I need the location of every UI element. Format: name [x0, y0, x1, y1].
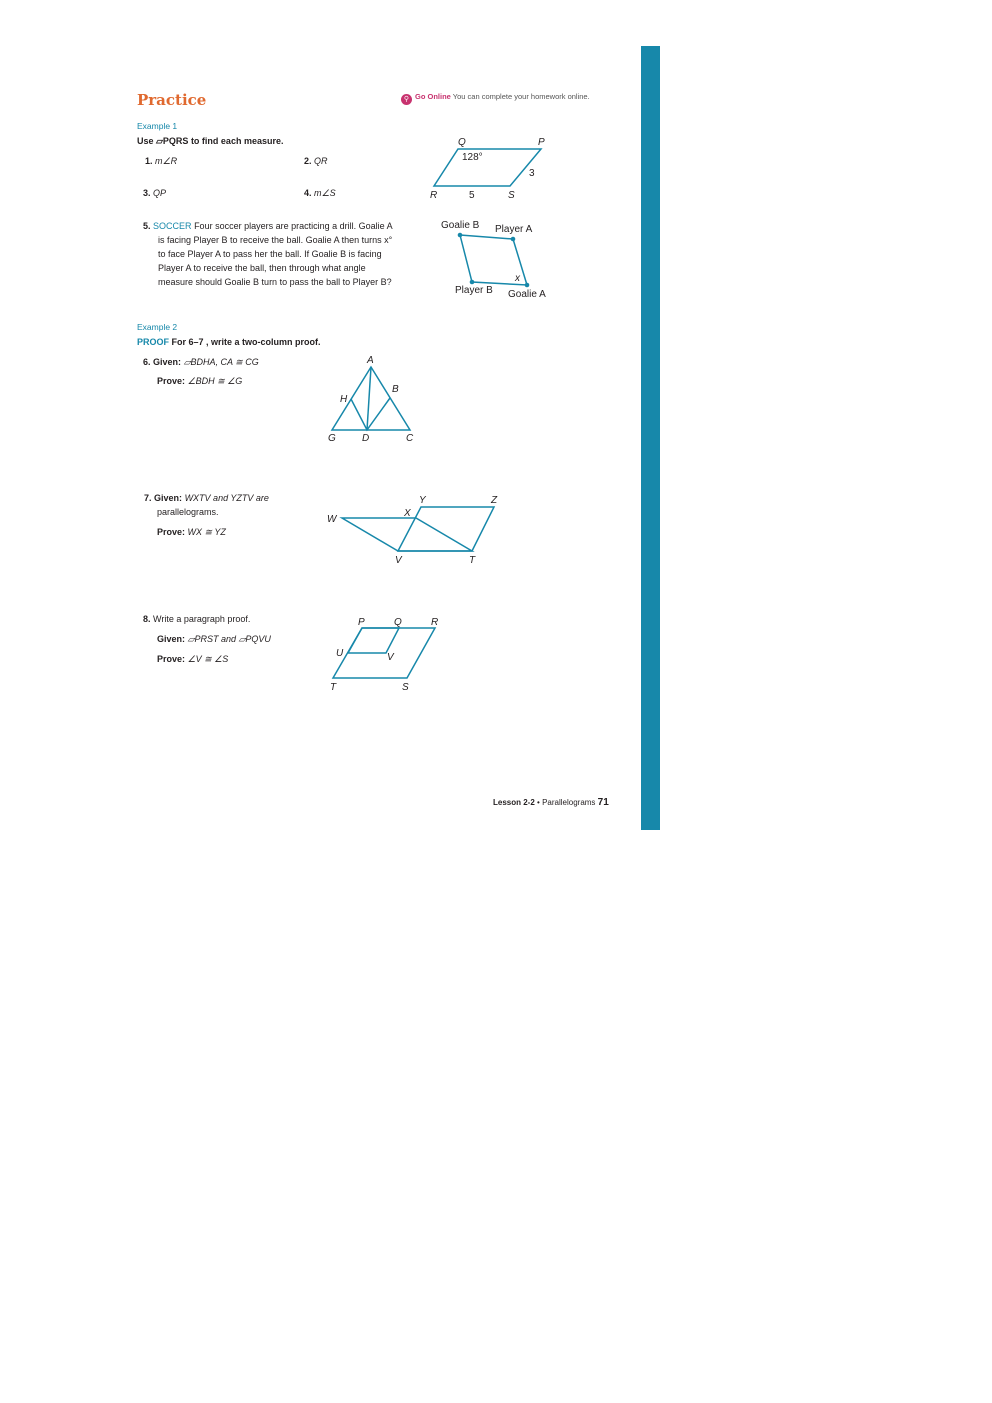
prove-text: WX ≅ YZ — [187, 527, 226, 537]
vertex-r: R — [431, 617, 439, 628]
vertex-g: G — [328, 433, 336, 444]
vertex-c: C — [406, 433, 414, 444]
vertex-t: T — [469, 555, 476, 566]
problem-topic: SOCCER — [153, 221, 192, 231]
vertex-q: Q — [458, 137, 466, 148]
vertex-x: X — [404, 508, 411, 519]
page-footer — [493, 797, 609, 808]
problem-number: 6. — [143, 357, 151, 367]
go-online-icon: ⚲ — [401, 94, 412, 105]
vertex-y: Y — [419, 495, 426, 506]
exercise-text: m∠R — [155, 156, 178, 166]
problem-text: Four soccer players are practicing a drill. Goalie A is facing Player B to receive the ball. Goalie A then turns x° to face Player A to pass her the ball. If Goalie B is facing Player A to receive the ball, then through what angle measure should Goalie B turn to pass the ball to Player B? — [158, 221, 393, 287]
example-1-label: Example 1 — [137, 121, 178, 131]
angle-x-label: x — [515, 273, 520, 284]
vertex-r: R — [430, 190, 438, 201]
prove-text: ∠BDH ≅ ∠G — [187, 376, 243, 386]
exercise-text: QR — [314, 156, 328, 166]
vertex-b: B — [392, 384, 399, 395]
vertex-t: T — [330, 682, 337, 693]
vertex-p: P — [358, 617, 365, 628]
given-label: Given: — [153, 357, 182, 367]
prove-label: Prove: — [157, 654, 186, 664]
exercise-text: m∠S — [314, 188, 336, 198]
prove-label: Prove: — [157, 527, 186, 537]
vertex-h: H — [340, 394, 348, 405]
footer-bullet: • — [537, 798, 540, 807]
side-ps-label: 3 — [529, 168, 535, 179]
vertex-d: D — [362, 433, 370, 444]
example-1-instruction: Use ▱PQRS to find each measure. — [137, 136, 284, 146]
exercise-number: 4. — [304, 188, 312, 198]
vertex-q: Q — [394, 617, 402, 628]
example-2-label: Example 2 — [137, 322, 178, 332]
vertex-v: V — [395, 555, 402, 566]
problem-text: Write a paragraph proof. — [153, 614, 251, 624]
section-title: Practice — [137, 91, 207, 109]
angle-q-label: 128° — [462, 152, 483, 163]
proof-label: PROOF — [137, 337, 170, 347]
exercise-text: QP — [153, 188, 167, 198]
go-online-text: You can complete your homework online. — [452, 92, 590, 101]
given-text: WXTV and YZTV are — [184, 493, 269, 503]
parallelogram-pqvu — [348, 628, 399, 653]
side-rs-label: 5 — [469, 190, 475, 201]
given-label: Given: — [154, 493, 183, 503]
given-label: Given: — [157, 634, 186, 644]
vertex-u: U — [336, 648, 344, 659]
problem-number: 7. — [144, 493, 152, 503]
vertex-s: S — [508, 190, 515, 201]
prove-label: Prove: — [157, 376, 186, 386]
player-a-label: Player A — [495, 224, 533, 235]
go-online-label[interactable]: Go Online — [415, 92, 451, 101]
given-text: ▱BDHA, CA ≅ CG — [183, 357, 259, 367]
exercise-number: 2. — [304, 156, 312, 166]
problem-7-given-cont: parallelograms. — [157, 507, 219, 517]
lesson-topic: Parallelograms — [542, 798, 596, 807]
prove-text: ∠V ≅ ∠S — [187, 654, 229, 664]
instruction-text: For 6–7 , write a two-column proof. — [171, 337, 321, 347]
vertex-v: V — [387, 652, 394, 663]
problem-number: 5. — [143, 221, 151, 231]
vertex-w: W — [327, 514, 337, 525]
problem-number: 8. — [143, 614, 151, 624]
exercise-number: 3. — [143, 188, 151, 198]
page-number: 71 — [597, 797, 609, 808]
goalie-a-label: Goalie A — [508, 289, 546, 300]
vertex-z: Z — [491, 495, 498, 506]
given-text: ▱PRST and ▱PQVU — [187, 634, 271, 644]
vertex-s: S — [402, 682, 409, 693]
exercise-number: 1. — [145, 156, 153, 166]
vertex-a: A — [367, 355, 374, 366]
vertex-p: P — [538, 137, 545, 148]
player-b-label: Player B — [455, 285, 493, 296]
goalie-b-label: Goalie B — [441, 220, 480, 231]
lesson-label: Lesson 2-2 — [493, 798, 535, 807]
